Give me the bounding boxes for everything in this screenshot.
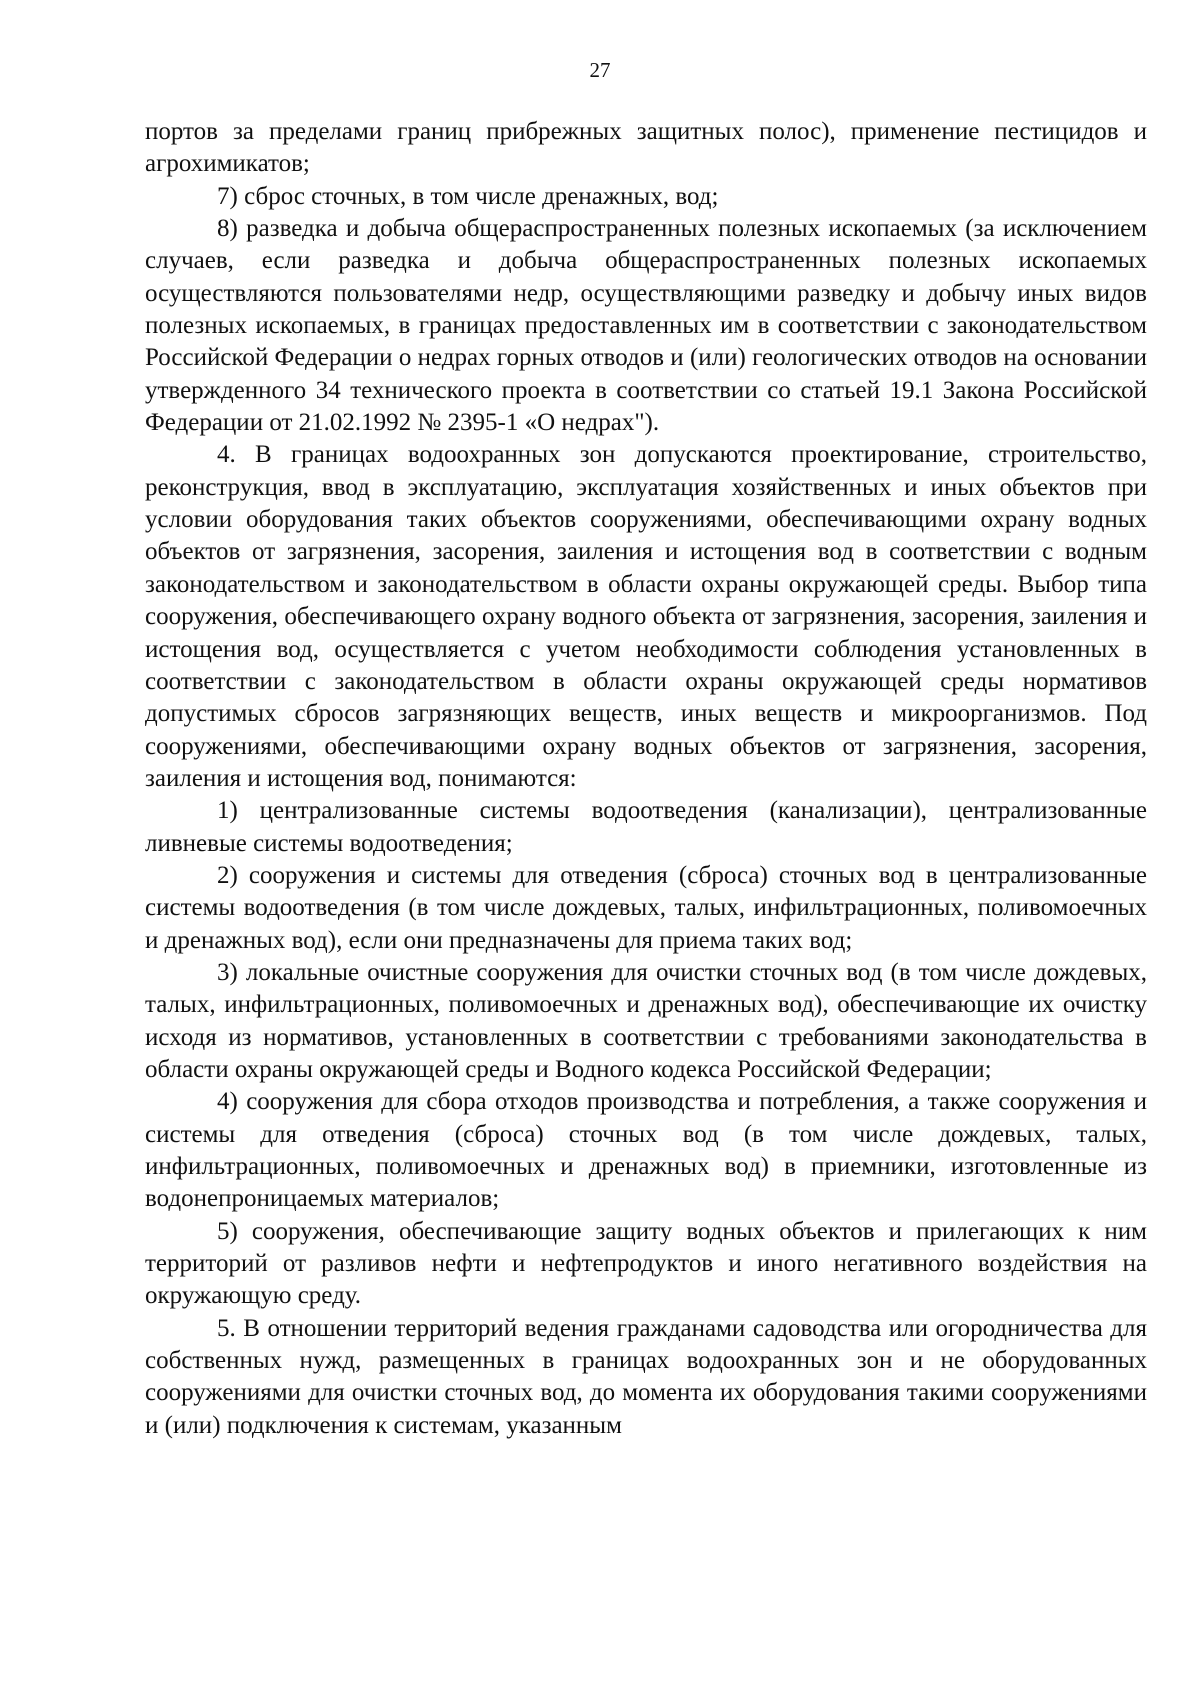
paragraph-section-4-water-protection-zones: 4. В границах водоохранных зон допускаются проектирование, строительство, реконструкция, ввод в эксплуатацию, эксплуатация хозяйственных и иных объектов при условии оборудования таких объектов сооружениями, обеспечивающими охрану водных объектов от загрязнения, засорения, заиления и истощения вод в соответствии с водным законодательством и законодательством в области охраны окружающей среды. Выбор типа сооружения, обеспечивающего охрану водного объекта от загрязнения, засорения, заиления и истощения вод, осуществляется с учетом необходимости соблюдения установленных в соответствии с законодательством в области охраны окружающей среды нормативов допустимых сбросов загрязняющих веществ, иных веществ и микроорганизмов. Под сооружениями, обеспечивающими охрану водных объектов от загрязнения, засорения, заиления и истощения вод, понимаются: bbox=[145, 441, 1147, 792]
paragraph-item-7-wastewater-discharge: 7) сброс сточных, в том числе дренажных, вод; bbox=[217, 182, 719, 210]
paragraph-section-5-gardening: 5. В отношении территорий ведения гражданами садоводства или огородничества для собственных нужд, размещенных в границах водоохранных зон и не оборудованных сооружениями для очистки сточных вод, до момента их оборудования такими сооружениями и (или) подключения к системам, указанным bbox=[145, 1314, 1147, 1439]
page-number: 27 bbox=[589, 58, 611, 82]
paragraph-pesticides-continuation: портов за пределами границ прибрежных защитных полос), применение пестицидов и агрохимикатов; bbox=[145, 118, 1147, 178]
paragraph-list-item-3: 3) локальные очистные сооружения для очистки сточных вод (в том числе дождевых, талых, инфильтрационных, поливомоечных и дренажных вод), обеспечивающие их очистку исходя из нормативов, установленных в соответствии с требованиями законодательства в области охраны окружающей среды и Водного кодекса Российской Федерации; bbox=[145, 958, 1147, 1083]
paragraph-list-item-4: 4) сооружения для сбора отходов производства и потребления, а также сооружения и системы для отведения (сброса) сточных вод (в том числе дождевых, талых, инфильтрационных, поливомоечных и дренажных вод) в приемники, изготовленные из водонепроницаемых материалов; bbox=[145, 1088, 1147, 1213]
paragraph-list-item-5: 5) сооружения, обеспечивающие защиту водных объектов и прилегающих к ним территорий от разливов нефти и нефтепродуктов и иного негативного воздействия на окружающую среду. bbox=[145, 1217, 1147, 1310]
paragraph-list-item-2: 2) сооружения и системы для отведения (сброса) сточных вод в централизованные системы водоотведения (в том числе дождевых, талых, инфильтрационных, поливомоечных и дренажных вод), если они предназначены для приема таких вод; bbox=[145, 861, 1147, 954]
paragraph-list-item-1: 1) централизованные системы водоотведения (канализации), централизованные ливневые системы водоотведения; bbox=[145, 797, 1147, 857]
document-body bbox=[145, 116, 1147, 1442]
paragraph-item-8-mineral-extraction: 8) разведка и добыча общераспространенных полезных ископаемых (за исключением случаев, если разведка и добыча общераспространенных полезных ископаемых осуществляются пользователями недр, осуществляющими разведку и добычу иных видов полезных ископаемых, в границах предоставленных им в соответствии с законодательством Российской Федерации о недрах горных отводов и (или) геологических отводов на основании утвержденного 34 технического проекта в соответствии со статьей 19.1 Закона Российской Федерации от 21.02.1992 № 2395-1 «О недрах"). bbox=[145, 215, 1147, 437]
